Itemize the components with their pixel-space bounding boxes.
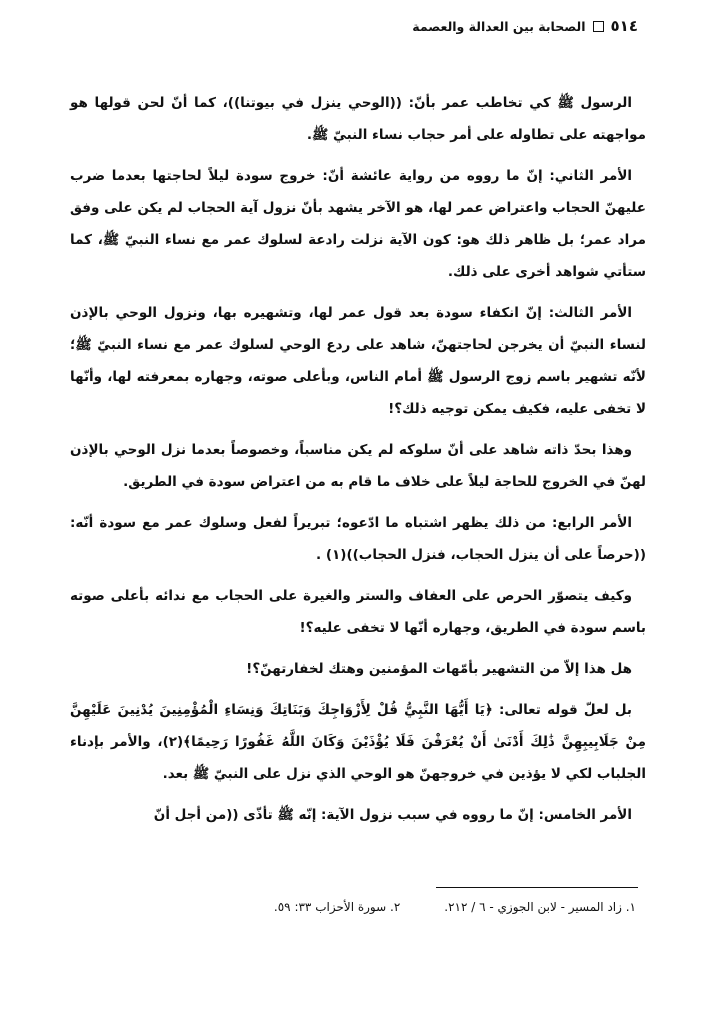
footnote-divider — [436, 887, 638, 888]
paragraph: هل هذا إلاّ من التشهير بأمّهات المؤمنين وهتك لخفارتهنّ؟! — [246, 661, 632, 677]
page-number: ٥١٤ — [610, 17, 638, 35]
paragraph: الأمر الرابع: من ذلك يظهر اشتباه ما ادّعوه؛ تبريراً لفعل وسلوك عمر مع سودة أنّه: ((حرصاً على أن ينزل الحجاب، فنزل الحجاب))(١) . — [70, 515, 646, 563]
square-ornament-icon — [593, 21, 604, 32]
paragraph: بل لعلّ قوله تعالى: ﴿يَا أَيُّهَا النَّبِيُّ قُلْ لِأَزْوَاجِكَ وَبَنَاتِكَ وَنِسَاءِ الْمُؤْمِنِينَ يُدْنِينَ عَلَيْهِنَّ مِنْ جَلَابِيبِهِنَّ ذَٰلِكَ أَدْنَىٰ أَنْ يُعْرَفْنَ فَلَا يُؤْذَيْنَ وَكَانَ اللَّهُ غَفُورًا رَحِيمًا﴾(٢)، والأمر بإدناء الجلباب لكي لا يؤذين في خروجهنّ هو الوحي الذي نزل على النبيّ ﷺ بعد. — [70, 702, 646, 782]
main-text — [70, 87, 646, 831]
running-title: الصحابة بين العدالة والعصمة — [412, 18, 586, 34]
footnote: ٢. سورة الأحزاب ٣٣: ٥٩. — [273, 900, 401, 914]
paragraph: الأمر الثالث: إنّ انكفاء سودة بعد قول عمر لها، وتشهيره بها، ونزول الوحي بالإذن لنساء النبيّ أن يخرجن لحاجتهنّ، شاهد على ردع الوحي لسلوك عمر مع نساء النبيّ ﷺ؛ لأنّه تشهير باسم زوج الرسول ﷺ أمام الناس، وبأعلى صوته، وجهاره بمعرفته لها، وأنّها لا تخفى عليه، فكيف يمكن توجيه ذلك؟! — [70, 305, 646, 417]
paragraph: وهذا بحدّ ذاته شاهد على أنّ سلوكه لم يكن مناسباً، وخصوصاً بعدما نزل الوحي بالإذن لهنّ في الخروج للحاجة ليلاً على خلاف ما قام به من اعتراض سودة في الطريق. — [70, 442, 646, 490]
paragraph: الرسول ﷺ كي تخاطب عمر بأنّ: ((الوحي ينزل في بيوتنا))، كما أنّ لحن قولها هو مواجهته على تطاوله على أمر حجاب نساء النبيّ ﷺ. — [70, 95, 646, 143]
footnotes — [80, 900, 636, 914]
page-header — [78, 14, 638, 38]
paragraph: الأمر الخامس: إنّ ما رووه في سبب نزول الآية: إنّه ﷺ تأذّى ((من أجل أنّ — [153, 807, 632, 823]
footnote: ١. زاد المسير - لابن الجوزي - ٦ / ٢١٢. — [444, 900, 636, 914]
paragraph: الأمر الثاني: إنّ ما رووه من رواية عائشة أنّ: خروج سودة ليلاً لحاجتها بعدما ضرب عليهنّ الحجاب واعتراض عمر لها، هو الآخر يشهد بأنّ نزول آية الحجاب لم يكن على وفق مراد عمر؛ بل ظاهر ذلك هو: كون الآية نزلت رادعة لسلوك عمر مع نساء النبيّ ﷺ، كما ستأتي شواهد أخرى على ذلك. — [70, 168, 646, 280]
paragraph: وكيف يتصوّر الحرص على العفاف والستر والغيرة على الحجاب مع ندائه بأعلى صوته باسم سودة في الطريق، وجهاره أنّها لا تخفى عليه؟! — [70, 588, 646, 636]
